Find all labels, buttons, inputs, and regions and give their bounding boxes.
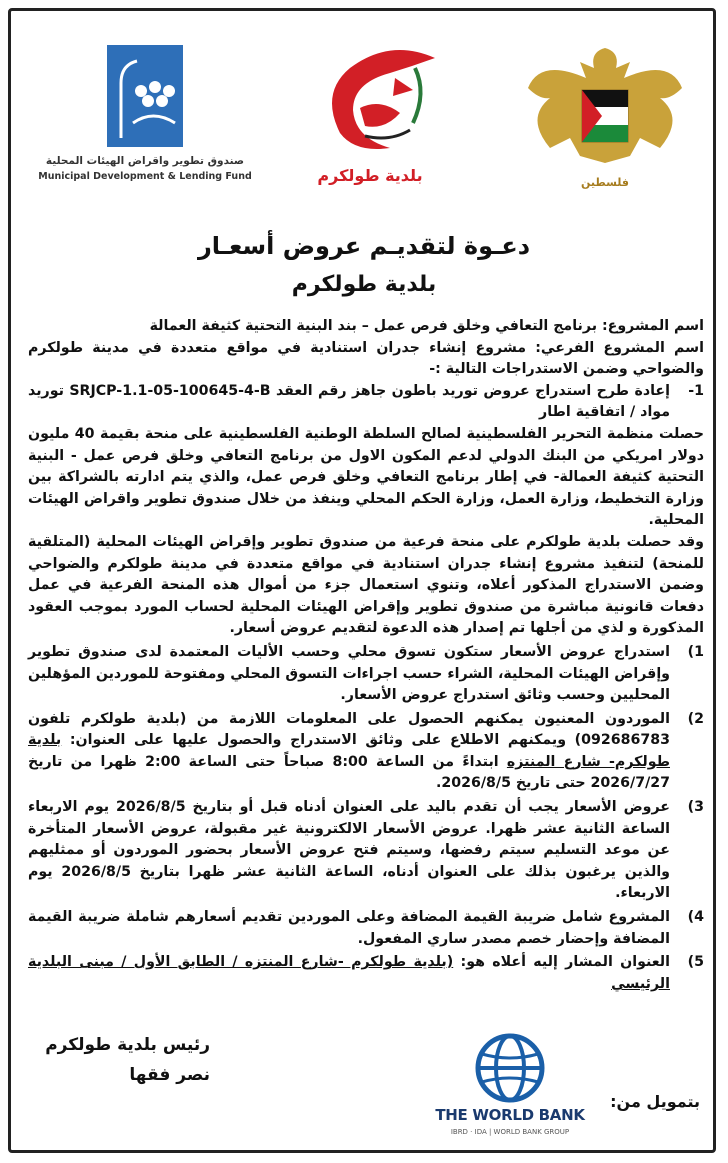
condition-text: عروض الأسعار يجب أن تقدم باليد على العنوان أدناه قبل أو بتاريخ 2026/8/5 يوم الاربعاء الساعة الثانية عشر ظهرا. عروض الأسعار الالكترونية غير مقبولة، عروض الأسعار المتأخرة عن موعد التسليم سيتم رفضها، وسيتم فتح عروض الأسعار بحضور الموردون أو ممثليهم والذين يرغبون بذلك على العنوان أدناه، الساعة الثانية عشر ظهرا بتاريخ 2026/8/5 يوم الاربعاء. [28, 799, 670, 902]
document-body [28, 316, 704, 995]
condition-text: المشروع شامل ضريبة القيمة المضافة وعلى الموردين تقديم أسعارهم شاملة ضريبة القيمة المضافة وإحضار خصم مصدر ساري المفعول. [28, 909, 670, 947]
city-logo-text: بلدية طولكرم [317, 166, 423, 185]
mdlf-logo [25, 43, 265, 193]
condition-text-part: العنوان المشار إليه أعلاه هو: [453, 954, 670, 971]
project-name: اسم المشروع: برنامج التعافي وخلق فرص عمل – بند البنية التحتية كثيفة العمالة [149, 318, 704, 334]
condition-item [28, 952, 704, 995]
item-text: إعادة طرح استدراج عروض توريد باطون جاهز رقم العقد SRJCP-1.1-05-100645-4-B توريد مواد / اتفاقية اطار [28, 382, 670, 421]
condition-number: 4) [687, 909, 704, 926]
sub-project-name: اسم المشروع الفرعي: مشروع إنشاء جدران استنادية في مواقع متعددة في مدينة طولكرم والضواحي وضمن الاستدراجات التالية :- [28, 339, 704, 378]
condition-number: 5) [687, 954, 704, 971]
logo-strip [20, 38, 700, 208]
condition-text [28, 952, 670, 995]
condition-text-part: ابتداءً من الساعة 8:00 صباحاً حتى الساعة 2:00 ظهرا من تاريخ 2026/7/27 حتى تاريخ 2026/8/5. [28, 753, 670, 792]
signatory-name: نصر فقها [129, 1065, 210, 1085]
procurement-item [28, 381, 704, 424]
condition-item [28, 709, 704, 795]
condition-number: 2) [687, 710, 704, 727]
condition-item [28, 642, 704, 707]
mdlf-english-name: Municipal Development & Lending Fund [38, 171, 252, 182]
palestine-emblem [520, 38, 690, 198]
signature-block [30, 1030, 210, 1090]
world-bank-group-tagline: IBRD · IDA | WORLD BANK GROUP [450, 1128, 570, 1136]
condition-number: 3) [687, 799, 704, 816]
condition-address-underlined: بلدية طولكرم- شارع المنتزه [28, 732, 670, 770]
condition-text: استدراج عروض الأسعار ستكون تسوق محلي وحسب الأليات المعتمدة لدى صندوق تطوير وإقراض الهيئات المحلية، الشراء حسب اجراءات التسوق المحلي ومفتوحة للموردين المؤهلين المحليين وحسب وثائق استدراج عروض الأسعار. [28, 643, 670, 704]
condition-text-part: الموردون المعنيون يمكنهم الحصول على المعلومات اللازمة من (بلدية طولكرم تلفون 092686783) ويمكنهم الاطلاع على وثائق الاستدراج والحصول عليها على العنوان: [28, 710, 670, 749]
funded-by-label: بتمويل من: [610, 1092, 700, 1111]
palestine-emblem-text: فلسطين [581, 176, 629, 189]
paragraph-grant: حصلت منظمة التحرير الفلسطينية لصالح السلطة الوطنية الفلسطينية على منحة بقيمة 40 مليون دولار امريكي من البنك الدولي لدعم المكون الاول من برنامج التعافي وخلق فرص عمل - البنية التحتية كثيفة العمالة- في إطار برنامج التعافي وخلق فرص عمل، والذي يتم ادارته بالشراكة بين وزارة التخطيط، وزارة العمل، وزارة الحكم المحلي وينفذ من خلال صندوق تطوير واقراض الهيئات المحلية. [28, 425, 704, 529]
page-subtitle: بلدية طولكرم [291, 272, 437, 297]
page-title: دعـوة لتقديـم عروض أسعـار [197, 232, 531, 260]
paragraph-subgrant: وقد حصلت بلدية طولكرم على منحة فرعية من صندوق تطوير وإقراض الهيئات المحلية (المتلقية للمنحة) لتنفيذ مشروع إنشاء جدران استنادية في مواقع متعددة في مدينة طولكرم والضواحي وضمن الاستدراج المذكور أعلاه، وتنوي استعمال جزء من أموال هذه المنحة الفرعية في عمل دفعات قانونية مباشرة من صندوق تطوير وإقراض الهيئات المحلية لحساب المورد بموجب العقود المذكورة و لذي من أجلها تم إصدار هذه الدعوة لتقديم عروض أسعار. [28, 533, 704, 637]
condition-item [28, 797, 704, 905]
item-number: 1- [688, 382, 704, 399]
condition-number: 1) [687, 643, 704, 660]
condition-address-underlined: (بلدية طولكرم -شارع المنتزه / الطابق الأول / مبنى البلدية الرئيسي [28, 954, 670, 992]
tulkarm-municipality-logo [295, 38, 445, 198]
mdlf-arabic-name: صندوق تطوير واقراض الهيئات المحلية [45, 155, 245, 167]
world-bank-logo [420, 1032, 600, 1142]
signatory-title: رئيس بلدية طولكرم [45, 1035, 210, 1055]
condition-text [28, 709, 670, 795]
world-bank-name: THE WORLD BANK [435, 1106, 585, 1124]
condition-item [28, 907, 704, 950]
